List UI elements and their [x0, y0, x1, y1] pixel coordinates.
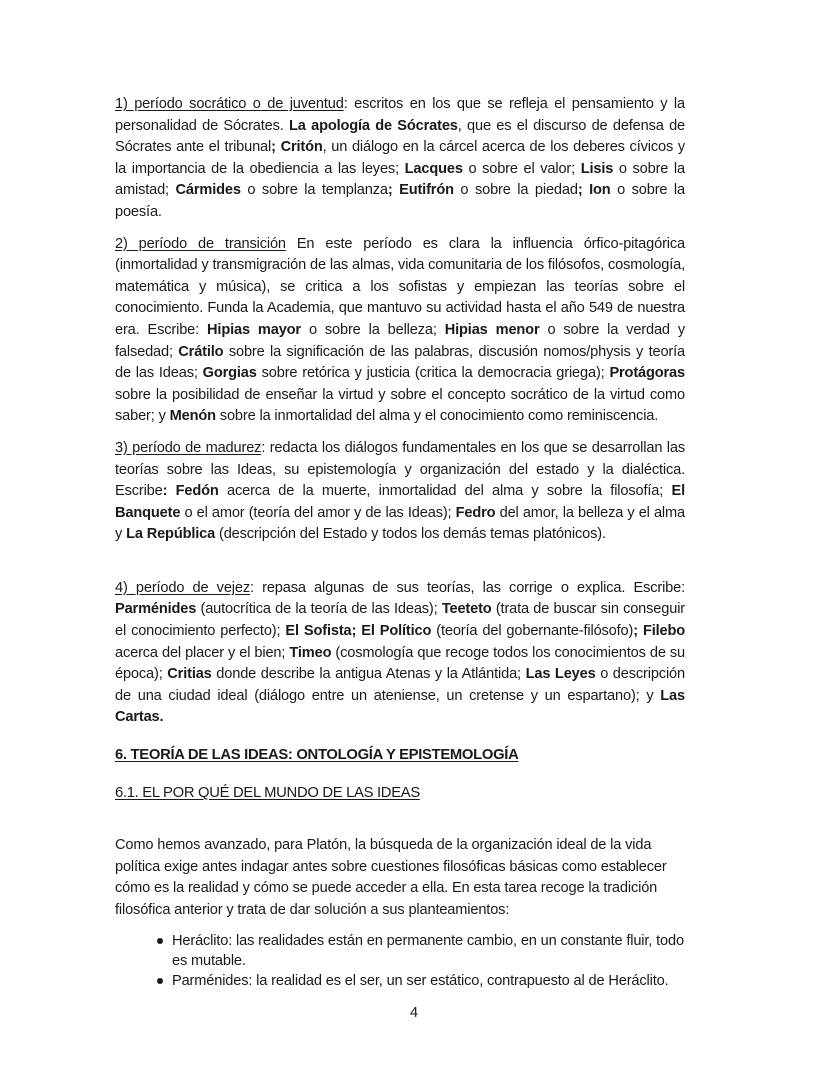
page-number: 4: [409, 1005, 419, 1021]
work-title: Fedro: [455, 504, 496, 521]
paragraph-transition-period: 2) período de transición En este período es clara la influencia órfico-pitagórica (inmortalidad y transmigración de las almas, vida comunitaria de los filósofos, cosmología, matemática y música), se critica a los sofistas y empiezan las teorías sobre el conocimiento. Funda la Academia, que mantuvo su actividad hasta el año 549 de nuestra era. Escribe: Hipias mayor o sobre la belleza; Hipias menor o sobre la verdad y falsedad; Crátilo sobre la significación de las palabras, discusión nomos/physis y teoría de las Ideas; Gorgias sobre retórica y justicia (critica la democracia griega); Protágoras sobre la posibilidad de enseñar la virtud y sobre el concepto socrático de la virtud como saber; y Menón sobre la inmortalidad del alma y el conocimiento como reminiscencia.: [115, 235, 686, 425]
work-title: Gorgias: [202, 365, 257, 382]
work-title: Cármides: [175, 182, 241, 199]
work-title: ; Filebo: [633, 623, 686, 640]
work-title: : Fedón: [162, 483, 219, 500]
work-title: Hipias mayor: [207, 321, 301, 338]
work-title: ; Ion: [577, 182, 611, 199]
work-title: Parménides: [115, 601, 197, 618]
work-title: La apología de Sócrates: [289, 117, 458, 134]
work-title: Crátilo: [178, 343, 224, 360]
section-heading: 6. TEORÍA DE LAS IDEAS: ONTOLOGÍA Y EPISTEMOLOGÍA: [115, 747, 519, 764]
work-title: ; Eutifrón: [387, 182, 454, 199]
work-title: La República: [126, 526, 216, 543]
work-title: Teeteto: [441, 601, 492, 618]
period-label-socratic: 1) período socrático o de juventud: [115, 96, 344, 112]
period-label-old-age: 4) período de vejez: [115, 579, 251, 596]
bullet-icon: [157, 938, 163, 944]
list-item: [115, 971, 685, 991]
subsection-heading: 6.1. EL POR QUÉ DEL MUNDO DE LAS IDEAS: [115, 785, 420, 802]
work-title: Las Cartas.: [115, 687, 685, 726]
work-title: Timeo: [289, 644, 332, 661]
work-title: Protágoras: [609, 365, 685, 382]
bullet-icon: [157, 978, 163, 984]
paragraph-maturity-period: 3) período de madurez: redacta los diálogos fundamentales en los que se desarrollan las teorías sobre las Ideas, su epistemología y organización del estado y la dialéctica. Escribe: Fedón acerca de la muerte, inmortalidad del alma y sobre la filosofía; El Banquete o el amor (teoría del amor y de las Ideas); Fedro del amor, la belleza y el alma y La República (descripción del Estado y todos los demás temas platónicos).: [115, 439, 685, 543]
work-title: Menón: [169, 408, 216, 425]
work-title: Critias: [167, 666, 212, 683]
paragraph-old-age-period: 4) período de vejez: repasa algunas de sus teorías, las corrige o explica. Escribe: Parménides (autocrítica de la teoría de las Ideas); Teeteto (trata de buscar sin conseguir el conocimiento perfecto); El Sofista; El Político (teoría del gobernante-filósofo); Filebo acerca del placer y el bien; Timeo (cosmología que recoge todos los conocimientos de su época); Critias donde describe la antigua Atenas y la Atlántida; Las Leyes o descripción de una ciudad ideal (diálogo entre un ateniense, un cretense y un espartano); y Las Cartas.: [115, 579, 686, 726]
period-label-transition: 2) período de transición: [115, 235, 286, 252]
intro-paragraph: Como hemos avanzado, para Platón, la búsqueda de la organización ideal de la vida política exige antes indagar antes sobre cuestiones filosóficas básicas como establecer cómo es la realidad y cómo se puede acceder a ella. En esta tarea recoge la tradición filosófica anterior y trata de dar solución a sus planteamientos:: [115, 837, 667, 918]
list-item-text: Parménides: la realidad es el ser, un ser estático, contrapuesto al de Heráclito.: [172, 973, 669, 990]
work-title: El Sofista; El Político: [285, 623, 432, 640]
list-item-text: Heráclito: las realidades están en permanente cambio, en un constante fluir, todo es mutable.: [172, 933, 684, 970]
document-page: [115, 94, 685, 991]
bullet-list: [115, 931, 685, 991]
work-title: El Banquete: [115, 483, 685, 521]
work-title: Las Leyes: [525, 666, 596, 683]
paragraph-socratic-period: 1) período socrático o de juventud: escritos en los que se refleja el pensamiento y la personalidad de Sócrates. La apología de Sócrates, que es el discurso de defensa de Sócrates ante el tribunal; Critón, un diálogo en la cárcel acerca de los deberes cívicos y la importancia de la obediencia a las leyes; Lacques o sobre el valor; Lisis o sobre la amistad; Cármides o sobre la templanza; Eutifrón o sobre la piedad; Ion o sobre la poesía.: [115, 96, 686, 220]
work-title: Hipias menor: [444, 321, 540, 338]
work-title: ; Critón: [271, 139, 323, 156]
work-title: Lacques: [404, 160, 463, 177]
period-label-maturity: 3) período de madurez: [115, 439, 262, 456]
list-item: [115, 931, 685, 971]
work-title: Lisis: [580, 160, 614, 177]
